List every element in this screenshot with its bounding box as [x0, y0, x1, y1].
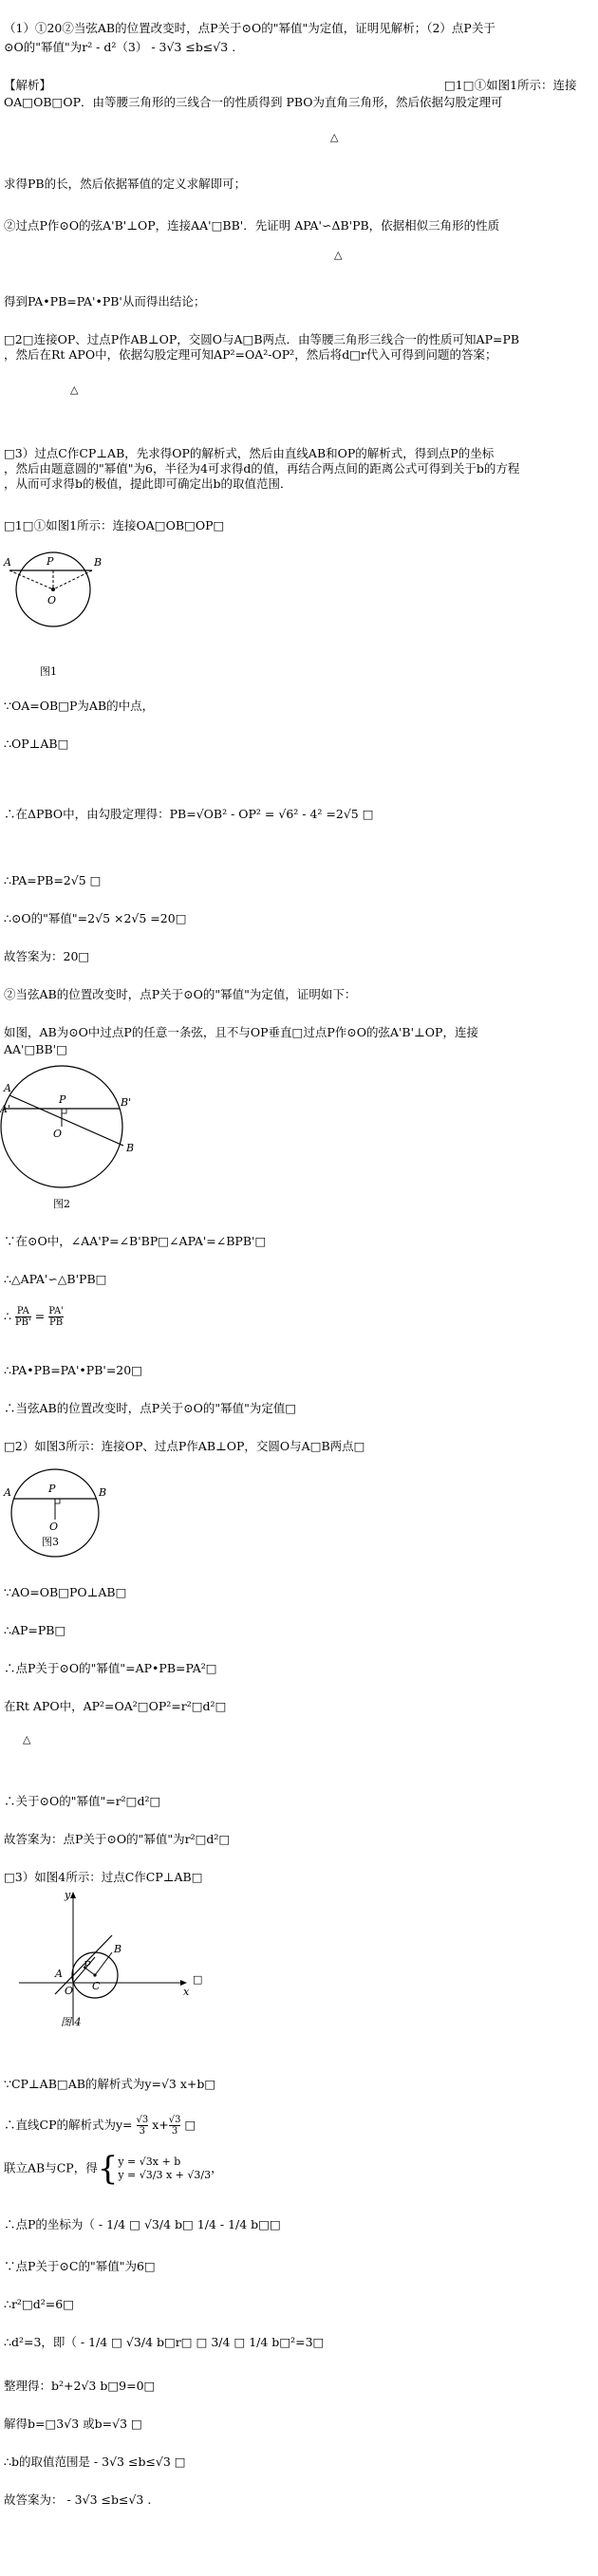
- part3-step: 解得b=□3√3 或b=√3 □: [4, 2417, 142, 2431]
- part3-step: ∴b的取值范围是 - 3√3 ≤b≤√3 □: [4, 2455, 186, 2469]
- fig1-label-p: P: [47, 555, 54, 568]
- part1-step: ②当弦AB的位置改变时，点P关于⊙O的"幂值"为定值，证明如下：: [4, 987, 357, 1001]
- figure-1: [0, 551, 114, 683]
- part3-step: ∴d²=3，即（ - 1/4 □ √3/4 b□r□ □ 3/4 □ 1/4 b□²=3□: [4, 2335, 325, 2349]
- analysis-line: ，然后由题意圆的"幂值"为6，半径为4可求得d的值，再结合两点间的距离公式可得到关于b的方程: [4, 461, 520, 476]
- part1-step: ∴△APA'∽△B'PB□: [4, 1272, 107, 1286]
- fig2-label-p: P: [59, 1093, 66, 1106]
- fig4-label-y: y: [65, 1889, 71, 1901]
- part1-step: ∴当弦AB的位置改变时，点P关于⊙O的"幂值"为定值□: [4, 1401, 297, 1415]
- part3-step: ∵CP⊥AB□AB的解析式为y=√3 x+b□: [4, 2077, 216, 2091]
- fig4-label-p: P: [84, 1959, 91, 1971]
- fig3-caption: 图3: [42, 1536, 59, 1548]
- analysis-line: □2□连接OP、过点P作AB⊥OP，交圆O与A□B两点．由等腰三角形三线合一的性质可知AP=PB: [4, 332, 520, 346]
- fig2-label-o: O: [53, 1128, 63, 1140]
- figure-4: [0, 1883, 209, 2035]
- fig3-label-p: P: [48, 1483, 56, 1495]
- triangle-mark: △: [70, 383, 79, 396]
- fig4-label-o: O: [65, 1985, 74, 1997]
- fig4-label-b: B: [114, 1943, 122, 1955]
- figure-2: [0, 1055, 152, 1217]
- fig2-label-a: A: [4, 1082, 11, 1094]
- part1-intro: □1□①如图1所示：连接OA□OB□OP□: [4, 518, 225, 532]
- part1-step: ∴PA=PB=2√5 □: [4, 873, 102, 887]
- part2-step: 故答案为：点P关于⊙O的"幂值"为r²□d²□: [4, 1832, 231, 1846]
- part3-line-cp: ∴直线CP的解析式为y= $\frac{√3}{3}$ x+ $\frac{√3}{3}$ □: [4, 2115, 196, 2137]
- analysis-line: ，从而可求得b的极值，提此即可确定出b的取值范围．: [4, 476, 292, 491]
- fig4-caption: 图 4: [61, 2016, 82, 2028]
- fig1-label-a: A: [4, 556, 11, 569]
- fig4-label-a: A: [55, 1968, 63, 1980]
- fig3-label-o: O: [49, 1521, 59, 1533]
- triangle-mark: △: [23, 1733, 31, 1745]
- answer-line-2: ⊙O的"幂值"为r² - d²（3） - 3√3 ≤b≤√3 .: [4, 40, 236, 54]
- fig2-label-b: B: [126, 1142, 135, 1154]
- part2-step: 在Rt APO中，AP²=OA²□OP²=r²□d²□: [4, 1699, 227, 1713]
- triangle-mark: △: [330, 131, 339, 143]
- analysis-line: OA□OB□OP．由等腰三角形的三线合一的性质得到 PBO为直角三角形，然后依据勾股定理可: [4, 95, 503, 109]
- part3-intro: □3）如图4所示：过点C作CP⊥AB□: [4, 1870, 203, 1884]
- fig4-label-c: C: [92, 1980, 101, 1992]
- analysis-header: 【解析】: [4, 78, 52, 92]
- part1-pythagoras: ∴在ΔPBO中，由勾股定理得：PB=√OB² - OP² = √6² - 4² =2√5 □: [4, 807, 374, 821]
- fig2-label-a-prime: A': [0, 1103, 10, 1115]
- part2-step: ∴关于⊙O的"幂值"=r²□d²□: [4, 1794, 161, 1808]
- part2-step: ∴点P关于⊙O的"幂值"=AP•PB=PA²□: [4, 1661, 217, 1675]
- svg-text:□: □: [193, 1973, 203, 1986]
- figure-3: [0, 1467, 123, 1581]
- fig2-label-b-prime: B': [121, 1096, 132, 1109]
- fig3-label-a: A: [4, 1486, 11, 1499]
- fig2-caption: 图2: [53, 1198, 70, 1210]
- analysis-line: ②过点P作⊙O的弦A'B'⊥OP，连接AA'□BB'．先证明 APA'∽ΔB'PB，依据相似三角形的性质: [4, 218, 500, 233]
- part1-step: ∴⊙O的"幂值"=2√5 ×2√5 =20□: [4, 911, 187, 925]
- part3-step: ∴r²□d²=6□: [4, 2297, 74, 2311]
- part3-final-answer: 故答案为： - 3√3 ≤b≤√3 .: [4, 2492, 152, 2507]
- analysis-line: ，然后在Rt APO中，依据勾股定理可知AP²=OA²-OP²，然后将d□r代入可得到问题的答案；: [4, 347, 497, 362]
- fig4-label-x: x: [183, 1986, 190, 1998]
- part3-system: 联立AB与CP，得{ y = √3x + b y = √3/3 x + √3/3 ，: [4, 2150, 223, 2188]
- analysis-line: 求得PB的长，然后依据幂值的定义求解即可；: [4, 177, 247, 191]
- part1-step: ∴OP⊥AB□: [4, 737, 69, 751]
- fig3-label-b: B: [99, 1486, 107, 1499]
- fig1-caption: 图1: [40, 665, 57, 678]
- part1-ratio: ∴ $\frac{PA}{PB'}$ = $\frac{PA'}{PB}$: [4, 1306, 64, 1328]
- analysis-line: 得到PA•PB=PA'•PB'从而得出结论；: [4, 294, 206, 308]
- analysis-line: □3）过点C作CP⊥AB，先求得OP的解析式，然后由直线AB和OP的解析式，得到点P的坐标: [4, 446, 495, 460]
- triangle-mark: △: [334, 249, 343, 261]
- part2-intro: □2）如图3所示：连接OP、过点P作AB⊥OP，交圆O与A□B两点□: [4, 1439, 365, 1453]
- fig1-label-b: B: [94, 556, 103, 569]
- part2-step: ∵AO=OB□PO⊥AB□: [4, 1585, 127, 1599]
- part1-step: 故答案为：20□: [4, 949, 90, 963]
- part1-step: AA'□BB'□: [4, 1042, 67, 1056]
- answer-line-1: （1）①20②当弦AB的位置改变时，点P关于⊙O的"幂值"为定值，证明见解析；（2）点P关于: [4, 21, 495, 35]
- part1-step: ∵在⊙O中，∠AA'P=∠B'BP□∠APA'=∠BPB'□: [4, 1234, 267, 1248]
- part3-step: 整理得：b²+2√3 b□9=0□: [4, 2379, 156, 2393]
- analysis-header-right: □1□①如图1所示：连接: [444, 78, 577, 92]
- part1-step: ∴PA•PB=PA'•PB'=20□: [4, 1363, 143, 1377]
- part3-step: ∵点P关于⊙C的"幂值"为6□: [4, 2259, 156, 2273]
- part2-step: ∴AP=PB□: [4, 1623, 66, 1637]
- part1-step: 如图，AB为⊙O中过点P的任意一条弦，且不与OP垂直□过点P作⊙O的弦A'B'⊥OP，连接: [4, 1025, 478, 1039]
- fig1-label-o: O: [47, 594, 57, 607]
- part1-step: ∵OA=OB□P为AB的中点，: [4, 699, 155, 713]
- part3-step: ∴点P的坐标为（ - 1/4 □ √3/4 b□ 1/4 - 1/4 b□□: [4, 2217, 281, 2231]
